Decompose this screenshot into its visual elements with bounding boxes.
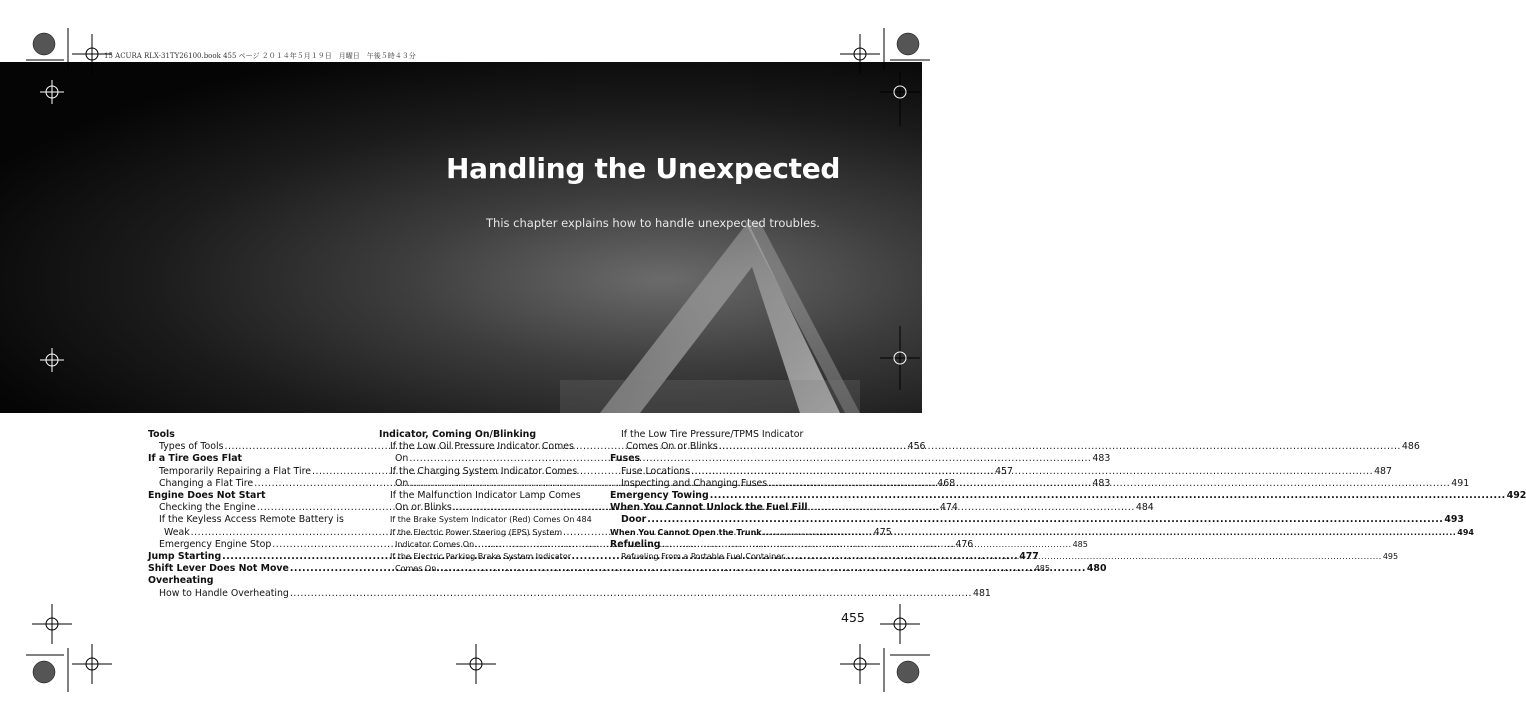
chapter-description: This chapter explains how to handle unexpected troubles. [486,216,820,230]
toc-entry-page: 474 [939,502,958,514]
toc-entry-label: Refueling From a Portable Fuel Container [621,552,785,562]
toc-entry-label: Weak [164,526,190,538]
chapter-title: Handling the Unexpected [446,152,841,185]
toc-entry-label: Indicator Comes On [395,539,475,549]
toc-entry-label: If the Electric Parking Brake System Indicator [390,552,571,562]
toc-entry-label: Emergency Towing [610,490,709,502]
toc-entry-label: On [395,477,409,489]
toc-entry-label: Engine Does Not Start [148,490,266,502]
toc-entry-label: When You Cannot Unlock the Fuel Fill [610,502,808,514]
toc-entry-label: Checking the Engine [159,502,256,514]
toc-entry-page: 493 [1444,514,1464,526]
toc-entry-page: 485 [1072,539,1088,549]
toc-entry-page: 457 [995,465,1013,477]
toc-entry-label: If the Keyless Access Remote Battery is [159,514,344,526]
toc-entry-label: Temporarily Repairing a Flat Tire [159,465,311,477]
toc-entry-label: If the Malfunction Indicator Lamp Comes [390,490,581,502]
toc-entry-page: 484 [1135,502,1154,514]
toc-entry-label: If the Brake System Indicator (Red) Comes On [390,515,575,525]
toc-entry-page: 485 [1034,564,1050,574]
toc-entry-label: Inspecting and Changing Fuses [621,477,768,489]
toc-entry-label: If the Electric Power Steering (EPS) System [390,527,563,537]
toc-entry-label: If the Low Oil Pressure Indicator Comes [390,441,574,453]
toc-entry-page: 483 [1092,477,1111,489]
toc-entry-page: 483 [1092,453,1111,465]
toc-entry-label: Tools [148,429,175,440]
toc-entry-page: 494 [1457,527,1474,537]
page-number: 455 [841,610,865,625]
toc-entry-label: On or Blinks [395,502,452,514]
toc-entry-label: Emergency Engine Stop [159,538,272,550]
toc-entry-label: Shift Lever Does Not Move [148,563,289,575]
toc-entry-label: Fuses [610,453,641,465]
toc-entry-page: 456 [907,441,926,453]
toc-entry-label: If the Charging System Indicator Comes [390,465,578,477]
toc-entry-label: When You Cannot Open the Trunk [610,527,762,537]
toc-entry-label: Fuse Locations [621,465,690,477]
toc-entry-page: 492 [1506,490,1526,502]
toc-entry-page: 477 [1019,551,1039,563]
toc-entry-label: Indicator, Coming On/Blinking [379,429,537,440]
toc-entry-label: How to Handle Overheating [159,587,289,599]
toc-entry-label: If a Tire Goes Flat [148,453,243,465]
toc-entry-page: 487 [1374,465,1392,477]
toc-entry-page: 495 [1382,552,1399,562]
toc-entry-label: Overheating [148,575,214,587]
toc-entry-page: 481 [972,587,991,599]
toc-entry-page: 491 [1451,477,1470,489]
print-file-info: 15 ACURA RLX-31TY26100.book 455 ページ ２０１４年５月１９日 月曜日 午後５時４３分 [104,52,416,60]
toc-entry-label: Refueling [610,538,661,550]
toc-entry-label: Jump Starting [148,551,222,563]
toc-entry-page: 476 [955,538,974,550]
toc-entry-label: Changing a Flat Tire [159,477,254,489]
toc-entry-page: 475 [873,526,892,538]
toc-entry-page: 480 [1086,563,1107,575]
toc-entry-label: Door [621,514,647,526]
toc-entry-page: 468 [937,477,956,489]
toc-entry-label: Types of Tools [159,441,224,453]
toc-entry-label: On [395,453,409,465]
toc-entry-label: Comes On or Blinks [626,441,718,453]
toc-entry-page: 486 [1401,441,1420,453]
toc-entry-label: Comes On [395,564,437,574]
toc-entry-page: 484 [576,515,592,525]
toc-entry-label: If the Low Tire Pressure/TPMS Indicator [621,429,804,440]
